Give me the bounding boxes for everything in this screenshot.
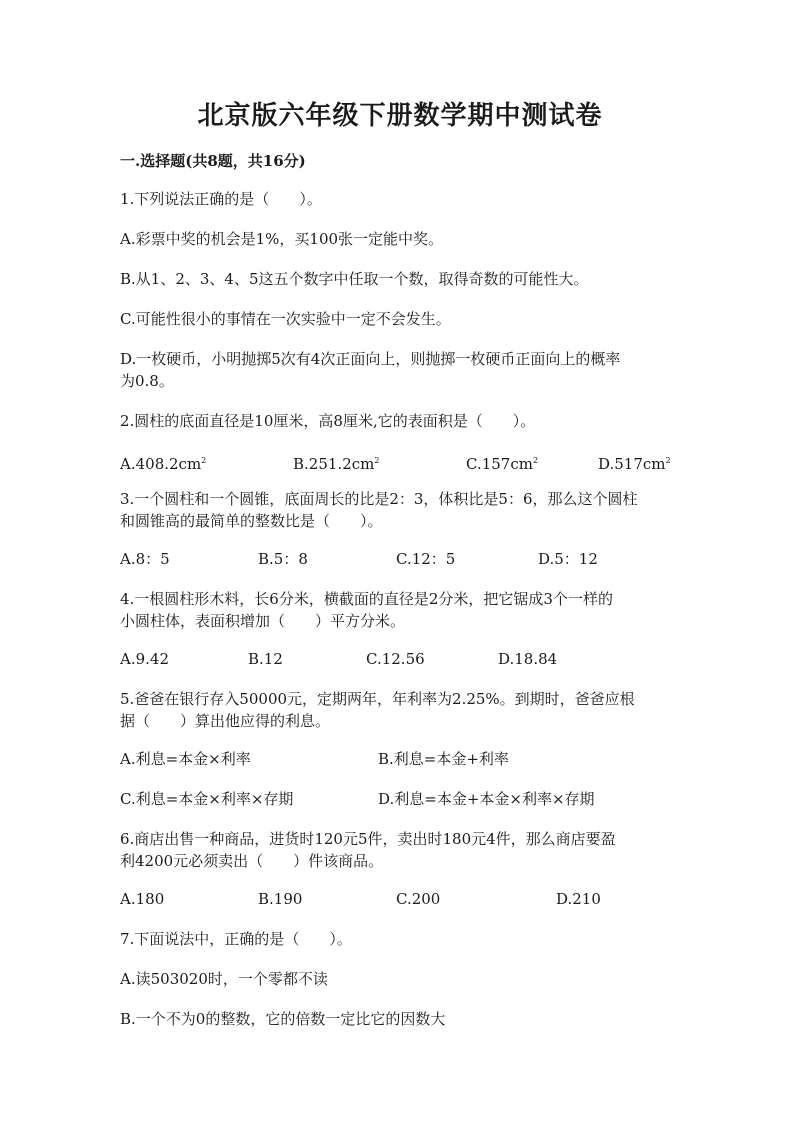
- question-3-option-c: C.12：5: [396, 550, 456, 568]
- question-1-option-d-line1: D.一枚硬币，小明抛掷5次有4次正面向上，则抛掷一枚硬币正面向上的概率: [120, 350, 621, 368]
- question-1-option-d-line2: 为0.8。: [120, 372, 174, 390]
- question-6-option-a: A.180: [120, 890, 165, 908]
- question-3-option-b: B.5：8: [258, 550, 308, 568]
- question-1-stem: 1.下列说法正确的是（ ）。: [120, 190, 322, 208]
- question-4-option-c: C.12.56: [366, 650, 425, 668]
- question-5-option-b: B.利息=本金+利率: [378, 750, 509, 768]
- question-4-option-d: D.18.84: [498, 650, 558, 668]
- question-4-stem-line1: 4.一根圆柱形木料，长6分米，横截面的直径是2分米，把它锯成3个一样的: [120, 590, 613, 608]
- question-6-stem-line1: 6.商店出售一种商品，进货时120元5件，卖出时180元4件，那么商店要盈: [120, 830, 616, 848]
- question-3-option-d: D.5：12: [538, 550, 598, 568]
- question-3-stem-line2: 和圆锥高的最简单的整数比是（ ）。: [120, 512, 383, 530]
- question-5-option-d: D.利息=本金+本金×利率×存期: [378, 790, 595, 808]
- question-6-stem-line2: 利4200元必须卖出（ ）件该商品。: [120, 852, 384, 870]
- question-7-stem: 7.下面说法中，正确的是（ ）。: [120, 930, 352, 948]
- question-7-option-b: B.一个不为0的整数，它的倍数一定比它的因数大: [120, 1010, 446, 1028]
- question-3-option-a: A.8：5: [120, 550, 170, 568]
- question-2-option-c: $C.157cm^2$: [466, 455, 539, 473]
- question-5-option-a: A.利息=本金×利率: [120, 750, 251, 768]
- question-3-stem-line1: 3.一个圆柱和一个圆锥，底面周长的比是2：3，体积比是5：6，那么这个圆柱: [120, 490, 638, 508]
- question-6-option-b: B.190: [258, 890, 303, 908]
- question-6-option-c: C.200: [396, 890, 441, 908]
- section-heading: 一.选择题(共8题，共16分): [120, 152, 306, 170]
- question-2-stem: 2.圆柱的底面直径是10厘米，高8厘米,它的表面积是（ ）。: [120, 412, 536, 430]
- question-4-stem-line2: 小圆柱体，表面积增加（ ）平方分米。: [120, 612, 406, 630]
- question-5-option-c: C.利息=本金×利率×存期: [120, 790, 294, 808]
- question-4-option-b: B.12: [248, 650, 283, 668]
- question-5-stem-line2: 据（ ）算出他应得的利息。: [120, 712, 331, 730]
- page-title: 北京版六年级下册数学期中测试卷: [197, 101, 603, 131]
- question-2-option-d: $D.517cm^2$: [598, 455, 671, 473]
- question-1-option-a: A.彩票中奖的机会是1%，买100张一定能中奖。: [120, 230, 444, 248]
- question-4-option-a: A.9.42: [120, 650, 169, 668]
- question-5-stem-line1: 5.爸爸在银行存入50000元，定期两年，年利率为2.25%。到期时，爸爸应根: [120, 690, 635, 708]
- question-2-option-a: $A.408.2cm^2$: [120, 455, 207, 473]
- question-1-option-c: C.可能性很小的事情在一次实验中一定不会发生。: [120, 310, 451, 328]
- question-1-option-b: B.从1、2、3、4、5这五个数字中任取一个数，取得奇数的可能性大。: [120, 270, 589, 288]
- question-7-option-a: A.读503020时，一个零都不读: [120, 970, 328, 988]
- question-6-option-d: D.210: [556, 890, 601, 908]
- question-2-option-b: $B.251.2cm^2$: [293, 455, 380, 473]
